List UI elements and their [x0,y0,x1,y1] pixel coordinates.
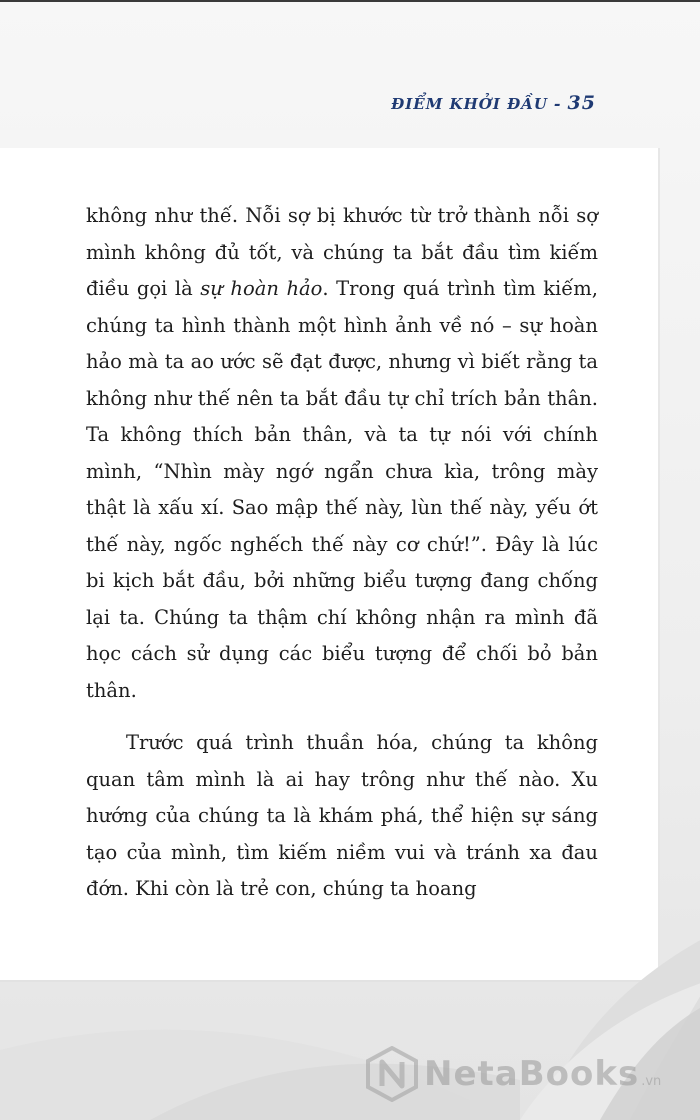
running-header [391,92,596,114]
paragraph: Trước quá trình thuần hóa, chúng ta không quan tâm mình là ai hay trông như thế nào. Xu hướng của chúng ta là khám phá, thể hiện sự sáng tạo của mình, tìm kiếm niềm vui và tránh xa đau đớn. Khi còn là trẻ con, chúng ta hoang [86,731,598,900]
emphasized-phrase: sự hoàn hảo [200,277,323,300]
top-edge-line [0,0,700,2]
paragraph [86,198,598,709]
page-number: 35 [567,92,596,114]
watermark-suffix: .vn [641,1073,662,1089]
netabooks-logo-icon [366,1046,418,1102]
header-separator: - [553,94,562,113]
watermark-brand: NetaBooks [424,1054,640,1094]
body-text [86,198,598,908]
watermark [366,1046,661,1102]
paragraph-text: . Trong quá trình tìm kiếm, chúng ta hình thành một hình ảnh về nó – sự hoàn hảo mà ta ao ước sẽ đạt được, nhưng vì biết rằng ta không như thế nên ta bắt đầu tự chỉ trích bản thân. Ta không thích bản thân, và ta tự nói với chính mình, “Nhìn mày ngớ ngẩn chưa kìa, trông mày thật là xấu xí. Sao mập thế này, lùn thế này, yếu ớt thế này, ngốc nghếch thế này cơ chứ!”. Đây là lúc bi kịch bắt đầu, bởi những biểu tượng đang chống lại ta. Chúng ta thậm chí không nhận ra mình đã học cách sử dụng các biểu tượng để chối bỏ bản thân. [86,277,598,702]
paragraph-text: không như thế. Nỗi sợ bị khước từ trở thành nỗi sợ mình không đủ tốt, và chúng ta bắt đầu tìm kiếm điều gọi là [86,204,598,300]
chapter-title: ĐIỂM KHỞI ĐẦU [391,95,548,113]
